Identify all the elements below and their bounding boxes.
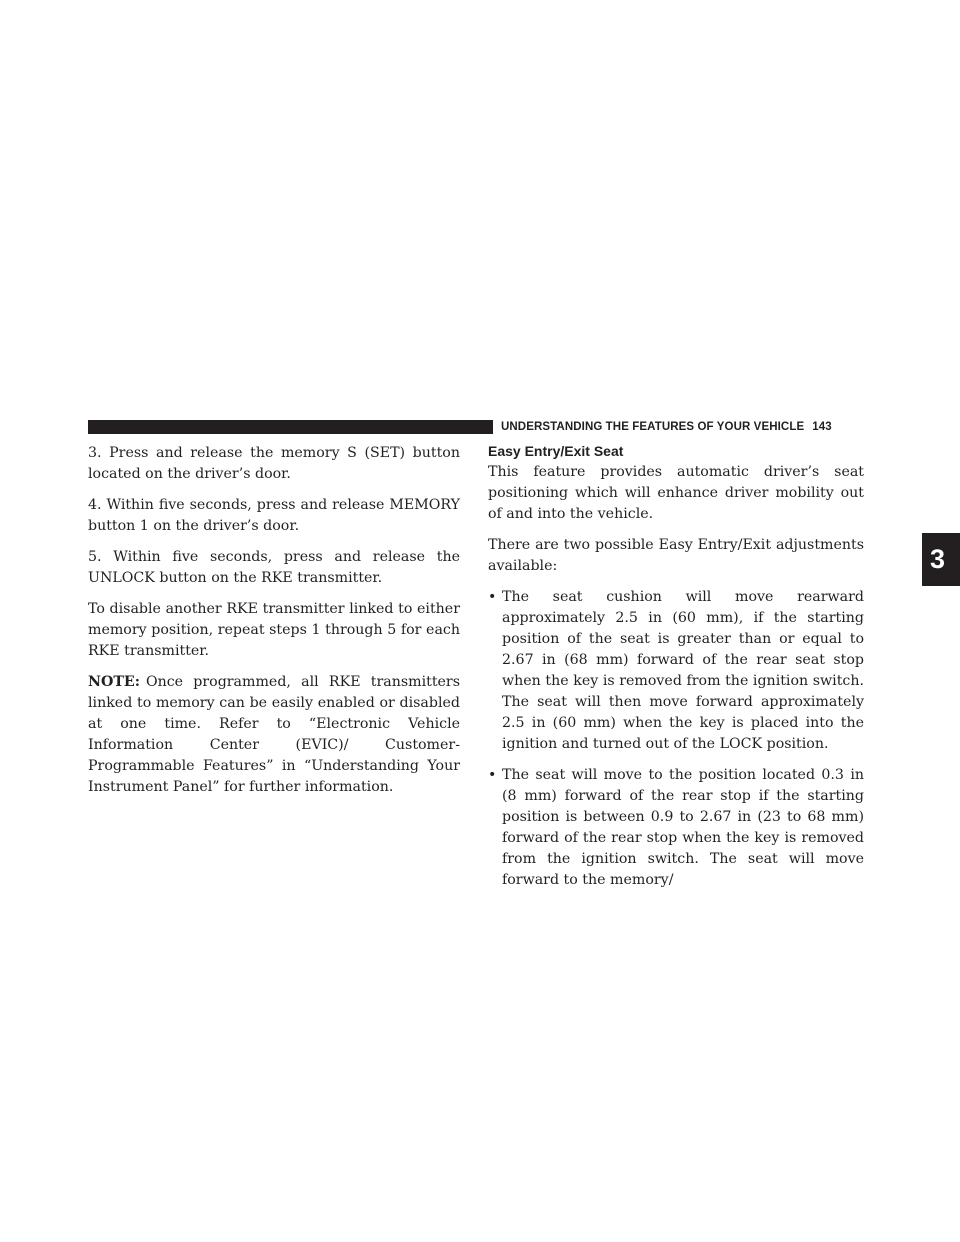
note-paragraph bbox=[88, 672, 460, 798]
adjustment-list bbox=[488, 587, 864, 891]
chapter-tab: 3 bbox=[922, 533, 960, 586]
note-text: Once programmed, all RKE transmitters linked to memory can be easily enabled or disabled at one time. Refer to “Electronic Vehicle Information Center (EVIC)/ Customer-Programmable Features” in “Understanding Your Instrument Panel” for further information. bbox=[88, 674, 460, 795]
list-item-text: The seat cushion will move rearward approximately 2.5 in (60 mm), if the starting position of the seat is greater than or equal to 2.67 in (68 mm) forward of the rear seat stop when the key is removed from the ignition switch. The seat will then move forward approximately 2.5 in (60 mm) when the key is placed into the ignition and turned out of the LOCK position. bbox=[502, 589, 864, 752]
list-item bbox=[488, 587, 864, 755]
running-header bbox=[501, 419, 832, 435]
intro-paragraph: This feature provides automatic driver’s seat positioning which will enhance driver mobility out of and into the vehicle. bbox=[488, 464, 864, 522]
page-number: 143 bbox=[812, 421, 832, 433]
left-column bbox=[88, 443, 460, 808]
adjustments-paragraph: There are two possible Easy Entry/Exit adjustments available: bbox=[488, 537, 864, 574]
right-column bbox=[488, 443, 864, 901]
note-label: NOTE: bbox=[88, 674, 140, 690]
header-rule bbox=[88, 420, 493, 434]
list-item bbox=[488, 765, 864, 891]
step-4-paragraph: 4. Within five seconds, press and release MEMORY button 1 on the driver’s door. bbox=[88, 497, 460, 534]
step-5-paragraph: 5. Within five seconds, press and release the UNLOCK button on the RKE transmitter. bbox=[88, 549, 460, 586]
step-3-paragraph: 3. Press and release the memory S (SET) button located on the driver’s door. bbox=[88, 445, 460, 482]
list-item-text: The seat will move to the position located 0.3 in (8 mm) forward of the rear stop if the starting position is between 0.9 to 2.67 in (23 to 68 mm) forward of the rear stop when the key is removed from the ignition switch. The seat will move forward to the memory/ bbox=[502, 767, 864, 888]
header-title: UNDERSTANDING THE FEATURES OF YOUR VEHICLE bbox=[501, 421, 805, 433]
section-heading: Easy Entry/Exit Seat bbox=[488, 443, 624, 459]
bullet-glyph: • bbox=[488, 767, 497, 783]
bullet-glyph: • bbox=[488, 589, 497, 605]
disable-transmitter-paragraph: To disable another RKE transmitter linked to either memory position, repeat steps 1 through 5 for each RKE transmitter. bbox=[88, 601, 460, 659]
